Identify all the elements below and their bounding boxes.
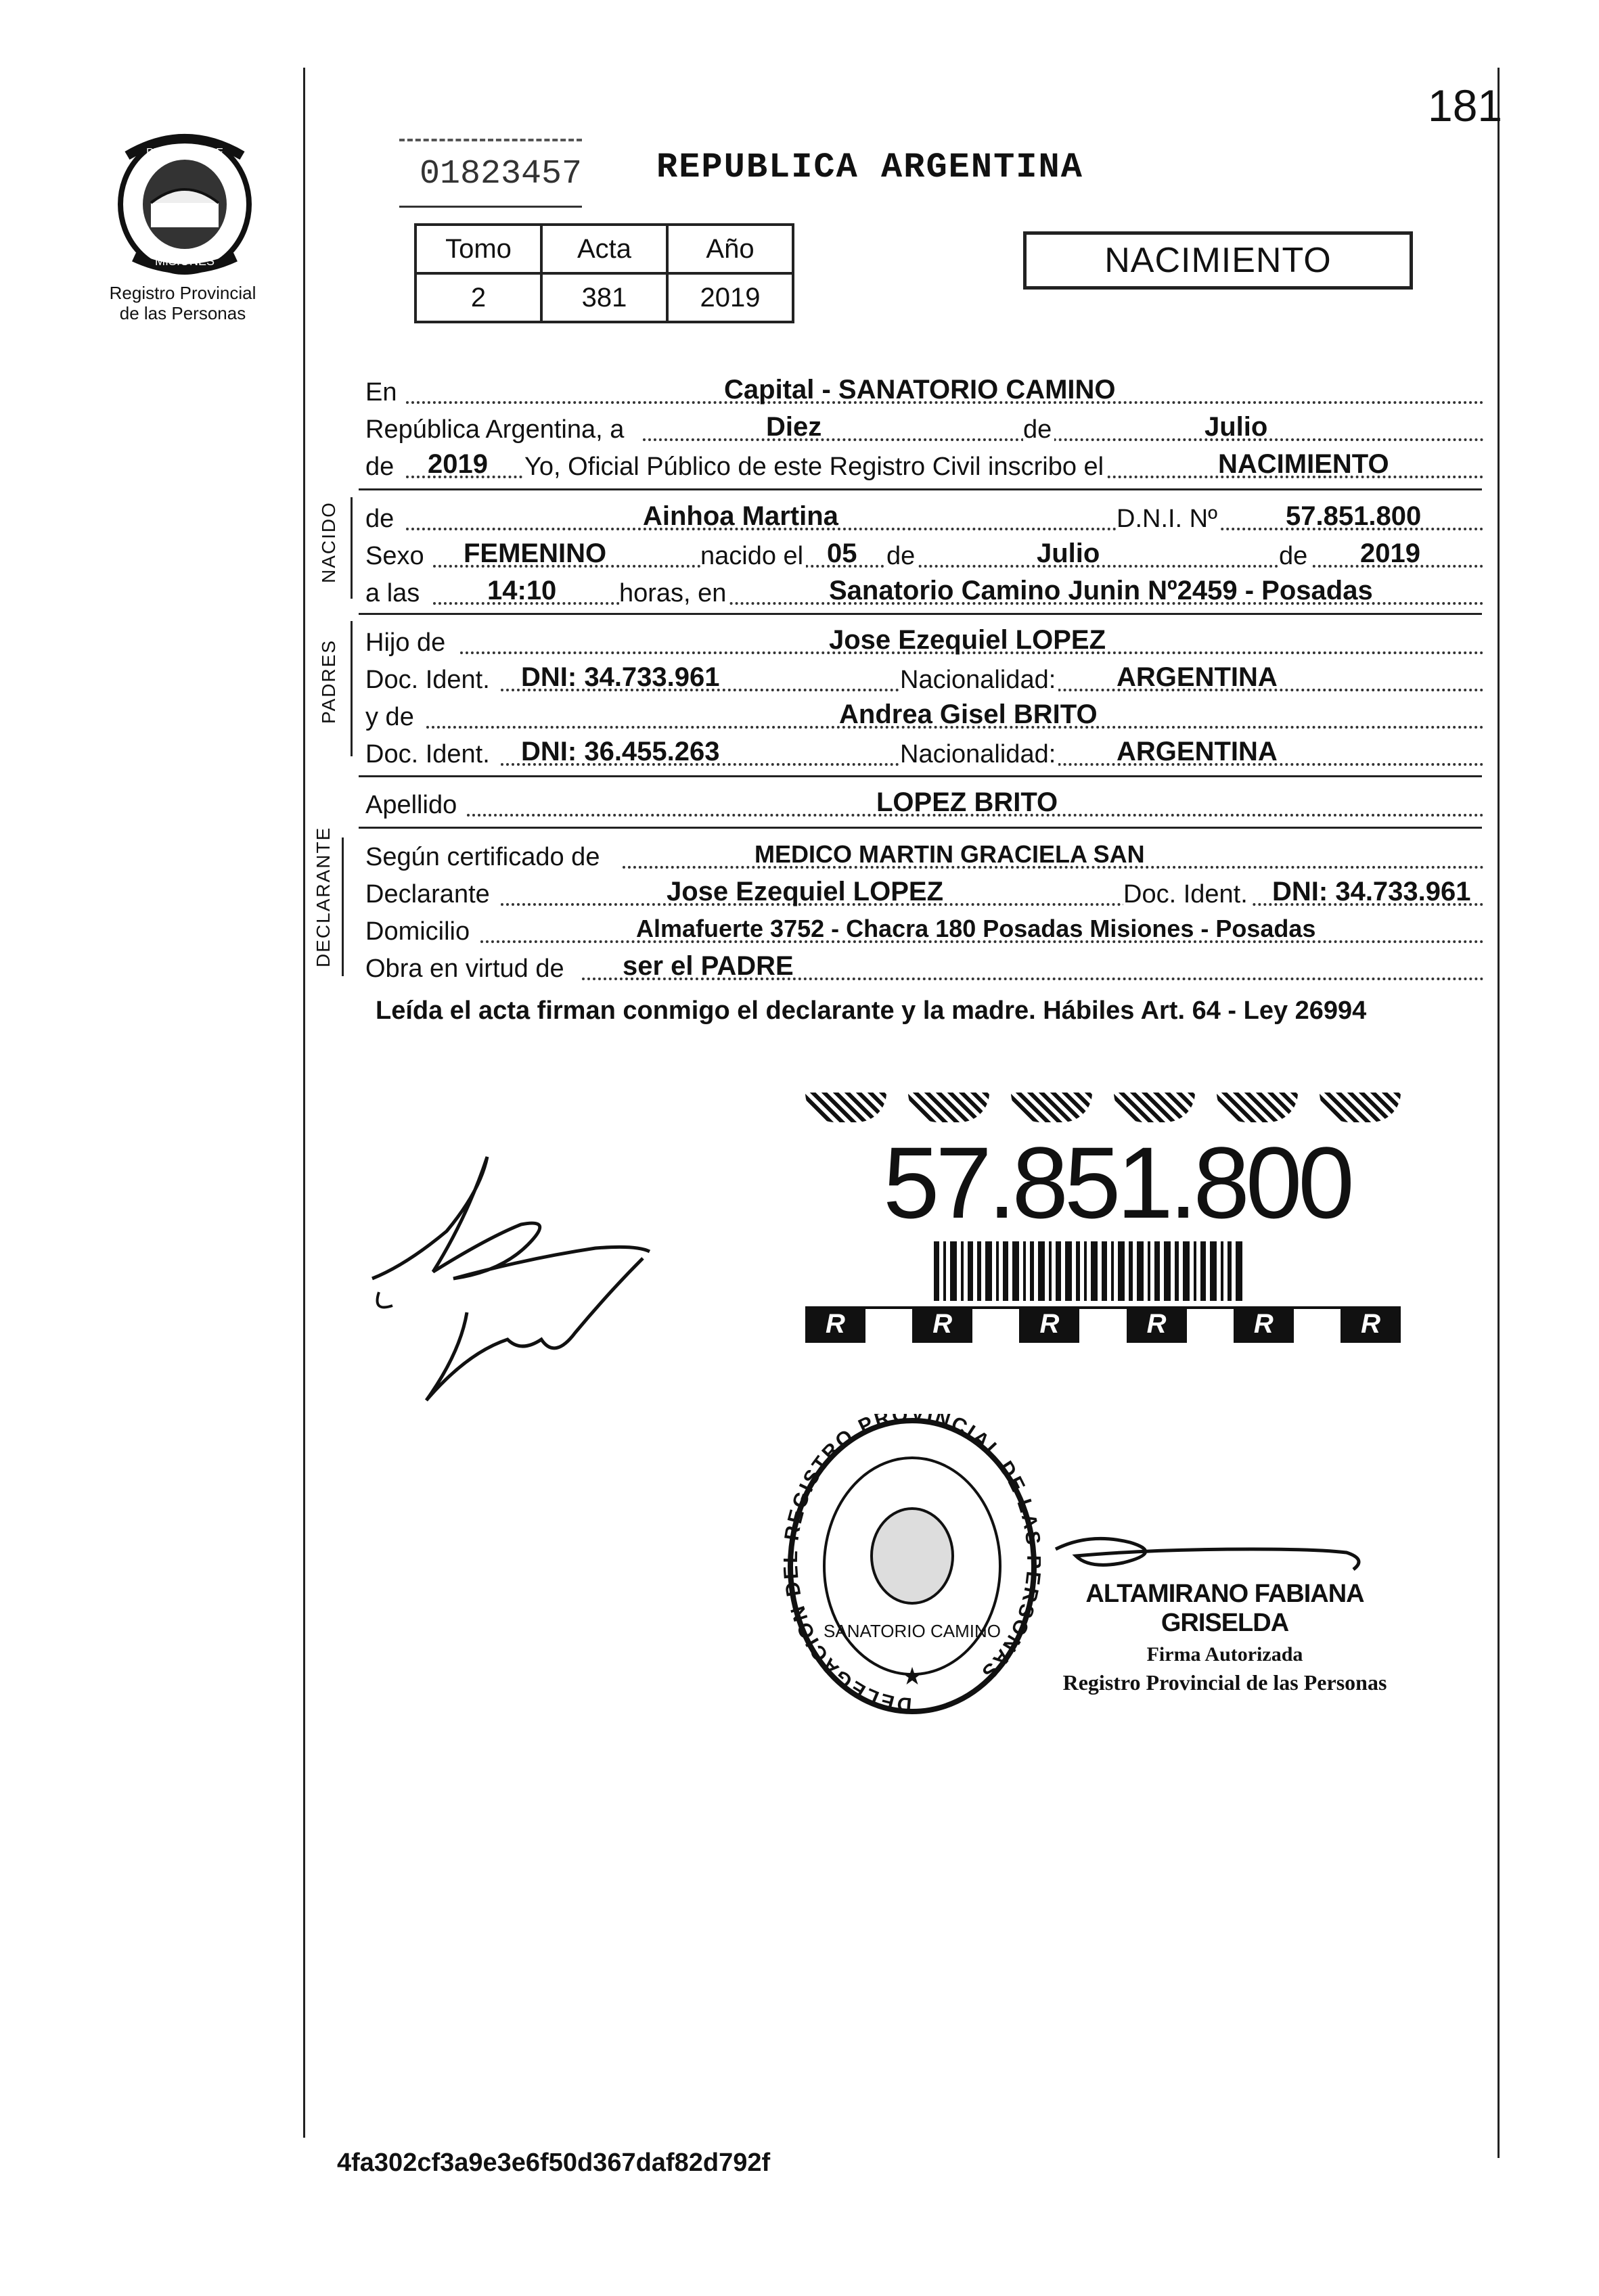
label-nacido-el: nacido el (700, 541, 806, 572)
row-segun (365, 833, 1484, 873)
record-table (414, 223, 794, 323)
header-ano: Año (667, 225, 793, 273)
province-seal-logo (114, 129, 256, 277)
declarant-name: Jose Ezequiel LOPEZ (667, 877, 944, 906)
label-republica: República Argentina, a (365, 414, 627, 445)
label-de-year: de (365, 451, 397, 482)
mother-doc: DNI: 36.455.263 (521, 737, 720, 766)
label-doc-mother: Doc. Ident. (365, 739, 493, 770)
declarant-doc: DNI: 34.733.961 (1272, 877, 1471, 906)
row-nacido-time (365, 570, 1484, 609)
pattern-glyph-r: R (1127, 1309, 1187, 1343)
row-apellido (365, 781, 1484, 821)
official-signature (1049, 1529, 1367, 1583)
row-mother-doc (365, 731, 1484, 770)
agency-label (88, 283, 277, 323)
label-de-month: de (886, 541, 918, 572)
label-hijo: Hijo de (365, 627, 448, 658)
divider-declarante (359, 827, 1482, 829)
row-oficial (365, 443, 1484, 482)
label-oficial: Yo, Oficial Público de este Registro Civil inscribo el (524, 451, 1106, 482)
label-segun: Según certificado de (365, 842, 602, 873)
pattern-glyph (1217, 1093, 1298, 1122)
closing-text: Leída el acta firman conmigo el declarante y la madre. Hábiles Art. 64 - Ley 26994 (376, 996, 1367, 1025)
sticker-bottom-pattern (805, 1306, 1401, 1343)
label-a-las: a las (365, 578, 422, 609)
pattern-glyph (1320, 1093, 1401, 1122)
value-tomo: 2 (415, 273, 541, 322)
value-ano: 2019 (667, 273, 793, 322)
day-value: Diez (766, 412, 822, 442)
label-doc-father: Doc. Ident. (365, 664, 493, 695)
barcode (934, 1241, 1299, 1301)
label-nac-mother: Nacionalidad: (900, 739, 1058, 770)
bracket-padres (351, 621, 353, 756)
child-dni: 57.851.800 (1286, 501, 1422, 531)
label-de-name: de (365, 503, 397, 534)
label-obra: Obra en virtud de (365, 953, 567, 984)
value-acta: 381 (541, 273, 667, 322)
label-de: de (1023, 414, 1054, 445)
row-hijo (365, 619, 1484, 658)
seal-bottom-text: MISIONES (154, 254, 215, 268)
place-value: Capital - SANATORIO CAMINO (724, 375, 1116, 405)
doc-type-box (1023, 231, 1413, 290)
pattern-glyph (1114, 1093, 1195, 1122)
row-nacido-sexo (365, 532, 1484, 572)
row-declarante (365, 871, 1484, 910)
act-value: NACIMIENTO (1218, 449, 1389, 479)
label-de-birthyear: de (1279, 541, 1310, 572)
sticker-top-pattern (805, 1093, 1401, 1126)
pattern-glyph (1011, 1093, 1092, 1122)
divider-apellido (359, 775, 1482, 777)
seal-top-text: PROVINCIA DE (146, 147, 223, 158)
agency-line-2: de las Personas (119, 303, 246, 323)
divider-nacido (359, 488, 1482, 490)
pattern-glyph-r: R (1341, 1309, 1401, 1343)
certificate-value: MEDICO MARTIN GRACIELA SAN (755, 840, 1145, 868)
address-value: Almafuerte 3752 - Chacra 180 Posadas Misiones - Posadas (636, 915, 1316, 942)
surname-value: LOPEZ BRITO (876, 787, 1058, 817)
year-value: 2019 (428, 449, 488, 479)
signature-declarant (352, 1136, 656, 1407)
official-agency: Registro Provincial de las Personas (1062, 1670, 1387, 1695)
father-doc: DNI: 34.733.961 (521, 662, 720, 692)
row-en (365, 369, 1484, 408)
month-value: Julio (1204, 412, 1268, 442)
star-icon: ★ (901, 1663, 924, 1691)
page-number: 181 (1428, 81, 1503, 131)
stamp-outer-text: DELEGACION EGISTRO PROVINCIAL DE LA RSONAS (784, 1414, 1041, 1716)
pattern-glyph (908, 1093, 989, 1122)
row-yde (365, 693, 1484, 733)
row-nacido-name (365, 495, 1484, 534)
label-doc-declarante: Doc. Ident. (1123, 879, 1251, 910)
serial-number-box (399, 139, 582, 208)
relation-value: ser el PADRE (623, 951, 794, 981)
birth-year: 2019 (1360, 538, 1420, 568)
pattern-glyph-r: R (912, 1309, 972, 1343)
pattern-glyph-r: R (1234, 1309, 1294, 1343)
left-margin-line (303, 68, 305, 2138)
pattern-glyph-r: R (805, 1309, 865, 1343)
child-sex: FEMENINO (464, 538, 607, 568)
father-nationality: ARGENTINA (1117, 662, 1278, 692)
label-yde: y de (365, 702, 417, 733)
header-acta: Acta (541, 225, 667, 273)
divider-padres (359, 613, 1482, 615)
birth-time: 14:10 (487, 576, 557, 605)
label-apellido: Apellido (365, 789, 459, 821)
section-nacido: NACIDO (318, 501, 339, 583)
section-declarante: DECLARANTE (313, 826, 334, 967)
row-republica (365, 406, 1484, 445)
serial-number: 01823457 (420, 155, 583, 193)
dni-sticker (805, 1093, 1401, 1343)
document-hash: 4fa302cf3a9e3e6f50d367daf82d792f (337, 2149, 771, 2177)
label-declarante: Declarante (365, 879, 493, 910)
stamp-inner-text: SANATORIO CAMINO (824, 1621, 1001, 1641)
label-domicilio: Domicilio (365, 916, 472, 947)
label-en: En (365, 377, 399, 408)
label-horas: horas, en (619, 578, 729, 609)
official-stamp (784, 1414, 1041, 1718)
agency-line-1: Registro Provincial (109, 283, 256, 303)
birth-day: 05 (827, 538, 857, 568)
label-nac-father: Nacionalidad: (900, 664, 1058, 695)
section-padres: PADRES (318, 639, 339, 724)
birth-place: Sanatorio Camino Junin Nº2459 - Posadas (829, 576, 1373, 605)
mother-name: Andrea Gisel BRITO (839, 699, 1098, 729)
birth-month: Julio (1037, 538, 1100, 568)
doc-type: NACIMIENTO (1104, 241, 1332, 280)
header-title: REPUBLICA ARGENTINA (656, 147, 1083, 187)
label-sexo: Sexo (365, 541, 427, 572)
pattern-glyph (805, 1093, 886, 1122)
father-name: Jose Ezequiel LOPEZ (829, 625, 1106, 655)
header-tomo: Tomo (415, 225, 541, 273)
official-role: Firma Autorizada (1146, 1643, 1303, 1666)
row-obra (365, 945, 1484, 984)
label-dni: D.N.I. Nº (1117, 503, 1220, 534)
sticker-number: 57.851.800 (883, 1126, 1351, 1239)
official-block (1045, 1580, 1404, 1695)
official-name: ALTAMIRANO FABIANA GRISELDA (1085, 1580, 1364, 1637)
bracket-nacido (351, 497, 353, 599)
row-domicilio (365, 908, 1484, 947)
child-name: Ainhoa Martina (643, 501, 838, 531)
right-margin-line (1497, 68, 1500, 2158)
row-father-doc (365, 656, 1484, 695)
bracket-declarante (342, 837, 344, 976)
mother-nationality: ARGENTINA (1117, 737, 1278, 766)
pattern-glyph-r: R (1019, 1309, 1079, 1343)
